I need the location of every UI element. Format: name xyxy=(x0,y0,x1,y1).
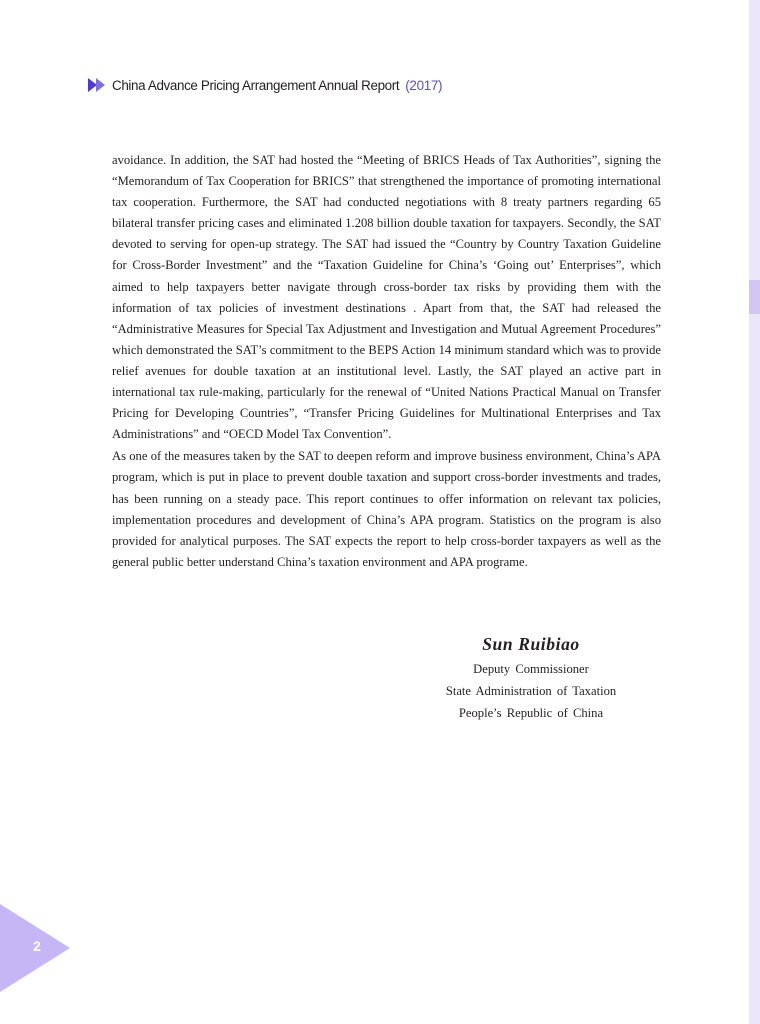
side-decor-tab xyxy=(749,280,760,314)
signature-country: People’s Republic of China xyxy=(458,706,604,720)
body-text xyxy=(112,150,661,574)
paragraph: avoidance. In addition, the SAT had hosted the “Meeting of BRICS Heads of Tax Authorities”, signing the “Memorandum of Tax Cooperation for BRICS” that strengthened the importance of promoting international tax cooperation. Furthermore, the SAT had conducted negotiations with 8 treaty partners regarding 65 bilateral transfer pricing cases and eliminated 1.208 billion double taxation for taxpayers. Secondly, the SAT devoted to serving for open-up strategy. The SAT had issued the “Country by Country Taxation Guideline for Cross-Border Investment” and the “Taxation Guideline for China’s ‘Going out’ Enterprises”, which aimed to help taxpayers better navigate through cross-border tax risks by providing them with the information of tax policies of investment destinations . Apart from that, the SAT had released the “Administrative Measures for Special Tax Adjustment and Investigation and Mutual Agreement Procedures” which demonstrated the SAT’s commitment to the BEPS Action 14 minimum standard which was to provide relief avenues for double taxation at an institutional level. Lastly, the SAT played an active part in international tax rule-making, particularly for the renewal of “United Nations Practical Manual on Transfer Pricing for Developing Countries”, “Transfer Pricing Guidelines for Multinational Enterprises and Tax Administrations” and “OECD Model Tax Convention”. xyxy=(112,153,661,442)
signature-block xyxy=(420,632,642,724)
signature-organization: State Administration of Taxation xyxy=(445,684,617,698)
header-year: (2017) xyxy=(405,77,443,93)
header-title: China Advance Pricing Arrangement Annual Report xyxy=(112,77,400,93)
paragraph: As one of the measures taken by the SAT to deepen reform and improve business environment, China’s APA program, which is put in place to prevent double taxation and support cross-border investments and trades, has been running on a steady pace. This report continues to offer information on relevant tax policies, implementation procedures and development of China’s APA program. Statistics on the program is also provided for analytical purposes. The SAT expects the report to help cross-border taxpayers as well as the general public better understand China’s taxation environment and APA programe. xyxy=(112,449,661,569)
side-decor-band xyxy=(749,0,760,1024)
page-number: 2 xyxy=(33,938,41,954)
signature-name: Sun Ruibiao xyxy=(482,634,580,654)
running-header xyxy=(88,76,442,94)
double-arrow-icon xyxy=(88,77,108,93)
signature-title: Deputy Commissioner xyxy=(473,662,589,676)
